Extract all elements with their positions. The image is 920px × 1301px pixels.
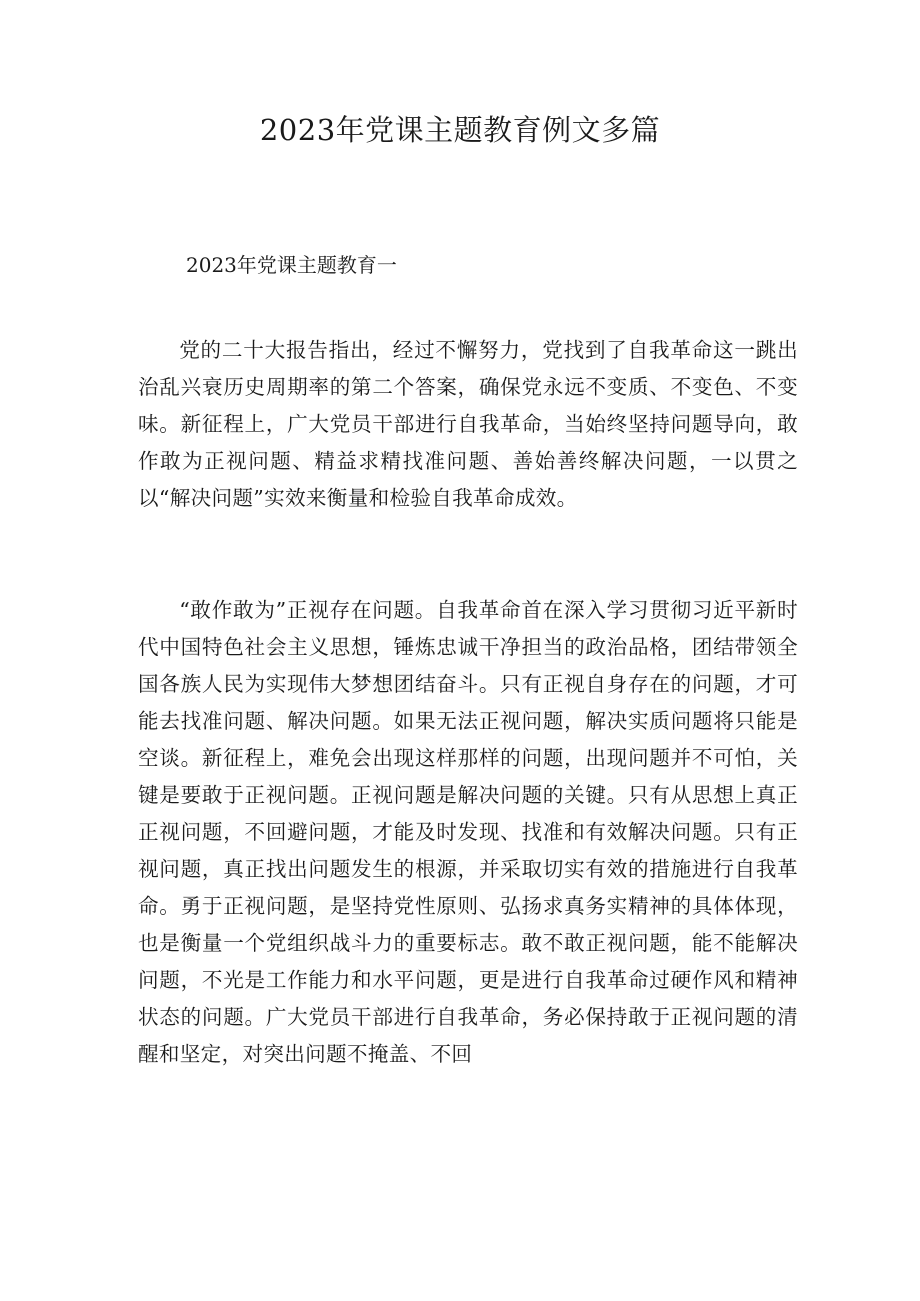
body-paragraph-2: “敢作敢为”正视存在问题。自我革命首在深入学习贯彻习近平新时代中国特色社会主义思想，锤炼忠诚干净担当的政治品格，团结带领全国各族人民为实现伟大梦想团结奋斗。只有正视自身存在的问题，才可能去找准问题、解决问题。如果无法正视问题，解决实质问题将只能是空谈。新征程上，难免会出现这样那样的问题，出现问题并不可怕，关键是要敢于正视问题。正视问题是解决问题的关键。只有从思想上真正正视问题，不回避问题，才能及时发现、找准和有效解决问题。只有正视问题，真正找出问题发生的根源，并采取切实有效的措施进行自我革命。勇于正视问题，是坚持党性原则、弘扬求真务实精神的具体体现，也是衡量一个党组织战斗力的重要标志。敢不敢正视问题，能不能解决问题，不光是工作能力和水平问题，更是进行自我革命过硬作风和精神状态的问题。广大党员干部进行自我革命，务必保持敢于正视问题的清醒和坚定，对突出问题不掩盖、不回 [138,598,798,1066]
section-heading: 2023年党课主题教育一 [186,253,397,277]
body-paragraph-1: 党的二十大报告指出，经过不懈努力，党找到了自我革命这一跳出治乱兴衰历史周期率的第二个答案，确保党永远不变质、不变色、不变味。新征程上，广大党员干部进行自我革命，当始终坚持问题导向，敢作敢为正视问题、精益求精找准问题、善始善终解决问题，一以贯之以“解决问题”实效来衡量和检验自我革命成效。 [138,338,798,510]
document-title: 2023年党课主题教育例文多篇 [259,113,661,147]
